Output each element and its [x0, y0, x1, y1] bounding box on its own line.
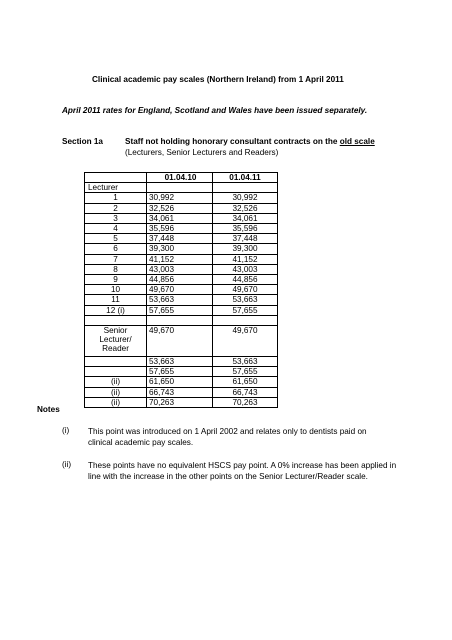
salary-2011: 53,663: [213, 295, 278, 305]
empty-cell: [213, 183, 278, 193]
table-row: [85, 285, 278, 295]
header-cell-2011: 01.04.11: [213, 173, 278, 183]
notes-heading: Notes: [37, 405, 60, 414]
table-row: [85, 224, 278, 234]
table-row: [85, 254, 278, 264]
salary-2011: 49,670: [213, 285, 278, 295]
senior-lecturer-reader-label: [85, 326, 147, 357]
section-subheading: (Lecturers, Senior Lecturers and Readers): [125, 148, 279, 157]
salary-2010: 43,003: [147, 264, 213, 274]
salary-2010: 44,856: [147, 275, 213, 285]
pay-point: (ii): [85, 387, 147, 397]
pay-point: 7: [85, 254, 147, 264]
salary-2011: 34,061: [213, 213, 278, 223]
document-subtitle: April 2011 rates for England, Scotland and Wales have been issued separately.: [62, 106, 368, 115]
empty-cell: [147, 183, 213, 193]
section-label: Section 1a: [62, 137, 103, 146]
table-row: [85, 387, 278, 397]
salary-2011: 70,263: [213, 397, 278, 407]
salary-2010: 39,300: [147, 244, 213, 254]
salary-2010: 34,061: [147, 213, 213, 223]
senior-label-row: [85, 326, 278, 357]
salary-2011: 39,300: [213, 244, 278, 254]
pay-point: 2: [85, 203, 147, 213]
salary-2011: 49,670: [213, 326, 278, 357]
table-row: [85, 357, 278, 367]
lecturer-label: Lecturer: [85, 183, 147, 193]
pay-point: 6: [85, 244, 147, 254]
salary-2011: 44,856: [213, 275, 278, 285]
salary-2011: 53,663: [213, 357, 278, 367]
table-row: [85, 367, 278, 377]
header-cell-2010: 01.04.10: [147, 173, 213, 183]
document-title: Clinical academic pay scales (Northern Ireland) from 1 April 2011: [92, 75, 344, 84]
table-row: [85, 397, 278, 407]
pay-point: 4: [85, 224, 147, 234]
note-text-ii: These points have no equivalent HSCS pay point. A 0% increase has been applied in line with the increase in the other points on the Senior Lecturer/Reader scale.: [88, 461, 397, 481]
salary-2010: 30,992: [147, 193, 213, 203]
empty-cell: [213, 315, 278, 325]
table-row: [85, 305, 278, 315]
note-marker-ii: (ii): [62, 460, 72, 469]
spacer-row: [85, 315, 278, 325]
salary-2010: 53,663: [147, 295, 213, 305]
senior-label-line: Senior: [103, 326, 128, 336]
pay-point: 10: [85, 285, 147, 295]
salary-2010: 49,670: [147, 326, 213, 357]
salary-2011: 43,003: [213, 264, 278, 274]
senior-label-line: Reader: [102, 344, 129, 354]
salary-2010: 35,596: [147, 224, 213, 234]
pay-point: 3: [85, 213, 147, 223]
salary-2011: 30,992: [213, 193, 278, 203]
salary-2011: 57,655: [213, 305, 278, 315]
empty-cell: [85, 315, 147, 325]
pay-point: 9: [85, 275, 147, 285]
salary-2010: 57,655: [147, 367, 213, 377]
table-row: [85, 244, 278, 254]
salary-2010: 41,152: [147, 254, 213, 264]
pay-point: 8: [85, 264, 147, 274]
lecturer-label-row: [85, 183, 278, 193]
note-text-i: This point was introduced on 1 April 2002 and relates only to dentists paid on clinical academic pay scales.: [88, 427, 367, 447]
salary-2010: 32,526: [147, 203, 213, 213]
salary-2010: 57,655: [147, 305, 213, 315]
pay-point: [85, 367, 147, 377]
salary-2010: 53,663: [147, 357, 213, 367]
salary-2010: 61,650: [147, 377, 213, 387]
salary-2010: 49,670: [147, 285, 213, 295]
salary-2011: 35,596: [213, 224, 278, 234]
pay-point: 1: [85, 193, 147, 203]
salary-2011: 32,526: [213, 203, 278, 213]
table-row: [85, 377, 278, 387]
table-row: [85, 203, 278, 213]
table-row: [85, 193, 278, 203]
table-row: [85, 295, 278, 305]
pay-point: 5: [85, 234, 147, 244]
note-marker-i: (i): [62, 426, 70, 435]
section-heading-prefix: Staff not holding honorary consultant contracts on the: [125, 137, 340, 146]
table-row: [85, 234, 278, 244]
table-header-row: [85, 173, 278, 183]
pay-point: (ii): [85, 377, 147, 387]
section-heading-underlined: old scale: [339, 137, 375, 146]
salary-2011: 37,448: [213, 234, 278, 244]
table-row: [85, 213, 278, 223]
salary-2011: 57,655: [213, 367, 278, 377]
senior-label-line: Lecturer/: [99, 335, 132, 345]
pay-point: (ii): [85, 397, 147, 407]
salary-2010: 37,448: [147, 234, 213, 244]
pay-point: [85, 357, 147, 367]
pay-scale-table: [84, 172, 278, 408]
table-row: [85, 275, 278, 285]
section-heading: [125, 137, 375, 146]
empty-cell: [147, 315, 213, 325]
table-row: [85, 264, 278, 274]
pay-point: 11: [85, 295, 147, 305]
salary-2011: 41,152: [213, 254, 278, 264]
salary-2011: 66,743: [213, 387, 278, 397]
header-cell-point: [85, 173, 147, 183]
pay-point: 12 (i): [85, 305, 147, 315]
salary-2010: 70,263: [147, 397, 213, 407]
salary-2011: 61,650: [213, 377, 278, 387]
salary-2010: 66,743: [147, 387, 213, 397]
